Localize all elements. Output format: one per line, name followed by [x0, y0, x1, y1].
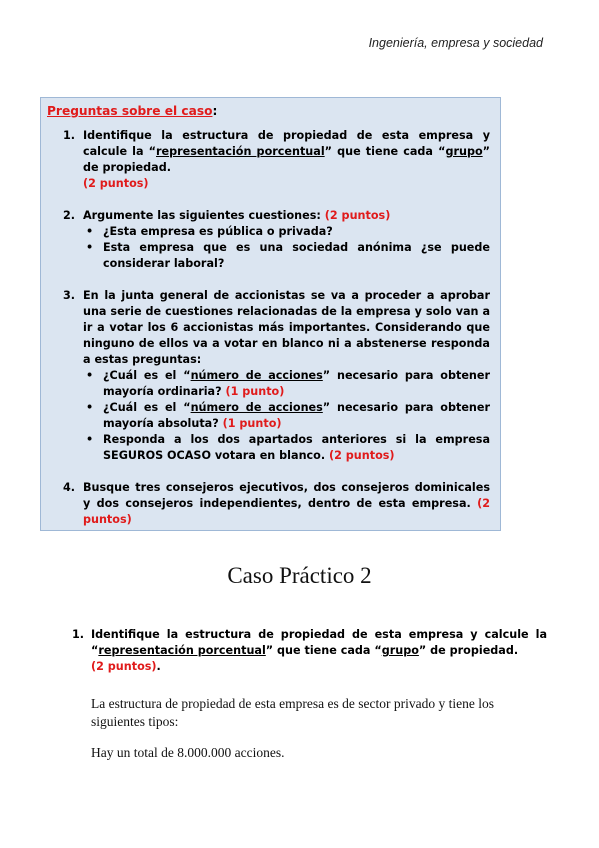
- underlined-term: grupo: [381, 644, 419, 657]
- question-3: [63, 288, 490, 464]
- questions-box: [40, 97, 501, 531]
- bullet-list: [83, 224, 490, 272]
- underlined-term: número de acciones: [190, 369, 323, 382]
- question-number: 1.: [63, 129, 76, 142]
- item-text: Responda a los dos apartados anteriores si la empresa SEGUROS OCASO votara en blanco.: [103, 433, 490, 462]
- underlined-term: grupo: [445, 145, 483, 158]
- box-title: [47, 103, 490, 119]
- list-item: • Esta empresa que es una sociedad anónima ¿se puede considerar laboral?: [103, 240, 490, 272]
- question-body: [91, 627, 547, 675]
- question-1: [63, 128, 490, 192]
- trailing-period: .: [156, 660, 161, 673]
- question-text: Busque tres consejeros ejecutivos, dos consejeros dominicales y dos consejeros independientes, dentro de esta empresa.: [83, 481, 490, 510]
- box-title-text: Preguntas sobre el caso: [47, 104, 213, 118]
- list-item: • ¿Esta empresa es pública o privada?: [103, 224, 490, 240]
- bullet-list: [83, 368, 490, 464]
- underlined-term: representación porcentual: [156, 145, 325, 158]
- question-4: [63, 480, 490, 528]
- underlined-term: representación porcentual: [98, 644, 266, 657]
- answer-paragraph: Hay un total de 8.000.000 acciones.: [91, 745, 285, 760]
- list-item: [103, 400, 490, 432]
- box-title-colon: :: [212, 104, 218, 118]
- question-body: [83, 288, 490, 464]
- case-title: Caso Práctico 2: [227, 563, 372, 588]
- points-label: (2 puntos): [324, 209, 391, 222]
- question-text: Argumente las siguientes cuestiones:: [83, 209, 325, 222]
- question-number: 4.: [63, 481, 76, 494]
- item-text: ¿Cuál es el “: [103, 369, 191, 382]
- points-label: (2 puntos): [329, 449, 395, 462]
- question-2: [63, 208, 490, 272]
- question-text: ” de propiedad.: [83, 145, 490, 174]
- page-header: Ingeniería, empresa y sociedad: [368, 36, 543, 50]
- list-item: [103, 368, 490, 400]
- question-text: ” que tiene cada “: [324, 145, 446, 158]
- item-text: ¿Cuál es el “: [103, 401, 191, 414]
- question-text: En la junta general de accionistas se va a proceder a aprobar una serie de cuestiones relacionadas de la empresa y solo van a ir a votar los 6 accionistas más importantes. Considerando que ninguno de ellos va a votar en blanco ni a abstenerse responda a estas preguntas:: [83, 289, 490, 366]
- question-number: 3.: [63, 289, 76, 302]
- points-label: (1 punto): [225, 385, 285, 398]
- question-body: [83, 208, 490, 272]
- answer-paragraph: La estructura de propiedad de esta empresa es de sector privado y tiene los siguientes tipos:: [91, 696, 494, 729]
- points-label: (2 puntos): [83, 497, 490, 526]
- points-label: (2 puntos): [91, 660, 157, 673]
- item-text: ” necesario para obtener mayoría ordinaria?: [103, 369, 490, 398]
- points-label: (2 puntos): [83, 177, 149, 190]
- question-text: ” que tiene cada “: [265, 644, 382, 657]
- question-number: 2.: [63, 209, 76, 222]
- list-item: [103, 432, 490, 464]
- question-text: Identifique la estructura de propiedad de esta empresa y calcule la “: [91, 628, 547, 657]
- question-text: Identifique la estructura de propiedad de esta empresa y calcule la “: [83, 129, 490, 158]
- underlined-term: número de acciones: [190, 401, 323, 414]
- item-text: ” necesario para obtener mayoría absoluta?: [103, 401, 490, 430]
- question-number: 1.: [72, 628, 85, 641]
- question-body: [83, 480, 490, 528]
- question-text: ” de propiedad.: [418, 644, 519, 657]
- points-label: (1 punto): [222, 417, 282, 430]
- question-body: [83, 128, 490, 192]
- case-question-1: [72, 627, 547, 675]
